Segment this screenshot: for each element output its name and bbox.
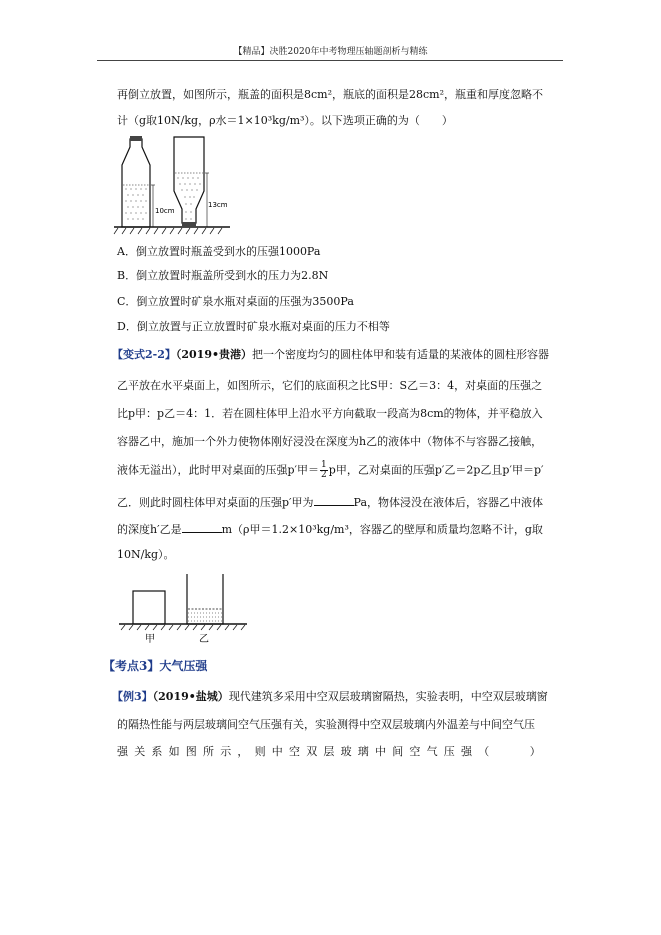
fraction-one-half <box>320 461 328 480</box>
option-a: A．倒立放置时瓶盖受到水的压强1000Pa <box>117 245 321 258</box>
page-header <box>0 0 661 62</box>
variant-line-8: 10N/kg）。 <box>117 548 175 561</box>
example-tag: 【例3】 <box>112 690 153 703</box>
variant-line-6 <box>117 494 563 512</box>
variant-text-7a: 的深度h′乙是 <box>117 523 182 536</box>
variant-source: （2019•贵港） <box>175 348 253 361</box>
example-line-1 <box>112 688 558 706</box>
example-line-2: 的隔热性能与两层玻璃间空气压强有关，实验测得中空双层玻璃内外温差与中间空气压 <box>117 718 535 731</box>
variant-text-6a: 乙．则此时圆柱体甲对桌面的压强p′甲为 <box>117 496 314 509</box>
variant-line-2: 乙平放在水平桌面上，如图所示，它们的底面积之比S甲：S乙＝3：4，对桌面的压强之 <box>117 379 543 392</box>
example-source: （2019•盐城） <box>152 690 229 703</box>
answer-blank-pressure[interactable] <box>314 494 354 506</box>
example-text-1: 现代建筑多采用中空双层玻璃窗隔热，实验表明，中空双层玻璃窗 <box>228 690 548 703</box>
example-line-3: 强关系如图所示，则中空双层玻璃中间空气压强（ ） <box>117 745 547 758</box>
fraction-denominator: 2 <box>321 470 327 480</box>
cylinder-container-figure <box>119 572 249 644</box>
fraction-numerator: 1 <box>321 460 327 470</box>
bottle-label-left: 10cm <box>155 207 175 215</box>
intro-line-2: 计（g取10N/kg，ρ水＝1×10³kg/m³）。以下选项正确的为（ ） <box>117 114 453 127</box>
variant-tag: 【变式2-2】 <box>112 348 176 361</box>
intro-line-1: 再倒立放置，如图所示，瓶盖的面积是8cm²，瓶底的面积是28cm²，瓶重和厚度忽略不 <box>117 88 543 101</box>
variant-line-1 <box>112 346 558 364</box>
label-yi: 乙 <box>199 634 209 644</box>
label-jia: 甲 <box>145 634 155 644</box>
section-heading-kaodian-3: 【考点3】大气压强 <box>103 659 208 673</box>
variant-line-4: 容器乙中，施加一个外力使物体刚好浸没在深度为h乙的液体中（物体不与容器乙接触， <box>117 435 543 448</box>
variant-text-6b: Pa，物体浸没在液体后，容器乙中液体 <box>353 496 544 509</box>
variant-line-3: 比p甲：p乙＝4：1．若在圆柱体甲上沿水平方向截取一段高为8cm的物体，并平稳放入 <box>117 407 543 420</box>
variant-line-5 <box>117 461 563 480</box>
header-title: 【精品】决胜2020年中考物理压轴题剖析与精练 <box>233 47 428 57</box>
variant-line-7 <box>117 521 563 539</box>
option-d: D．倒立放置与正立放置时矿泉水瓶对桌面的压力不相等 <box>117 320 390 333</box>
variant-text-7b: m（ρ甲＝1.2×10³kg/m³，容器乙的壁厚和质量均忽略不计，g取 <box>221 523 543 536</box>
variant-text-1: 把一个密度均匀的圆柱体甲和装有适量的某液体的圆柱形容器 <box>252 348 550 361</box>
bottle-label-right: 13cm <box>208 201 228 209</box>
option-c: C．倒立放置时矿泉水瓶对桌面的压强为3500Pa <box>117 295 354 308</box>
bottle-figure <box>112 133 232 235</box>
variant-text-5b: p甲，乙对桌面的压强p′乙＝2p乙且p′甲＝p′ <box>328 463 544 477</box>
header-divider <box>97 60 563 61</box>
variant-text-5a: 液体无溢出），此时甲对桌面的压强p′甲＝ <box>117 463 320 477</box>
answer-blank-depth[interactable] <box>182 521 222 533</box>
option-b: B．倒立放置时瓶盖所受到水的压力为2.8N <box>117 269 329 282</box>
